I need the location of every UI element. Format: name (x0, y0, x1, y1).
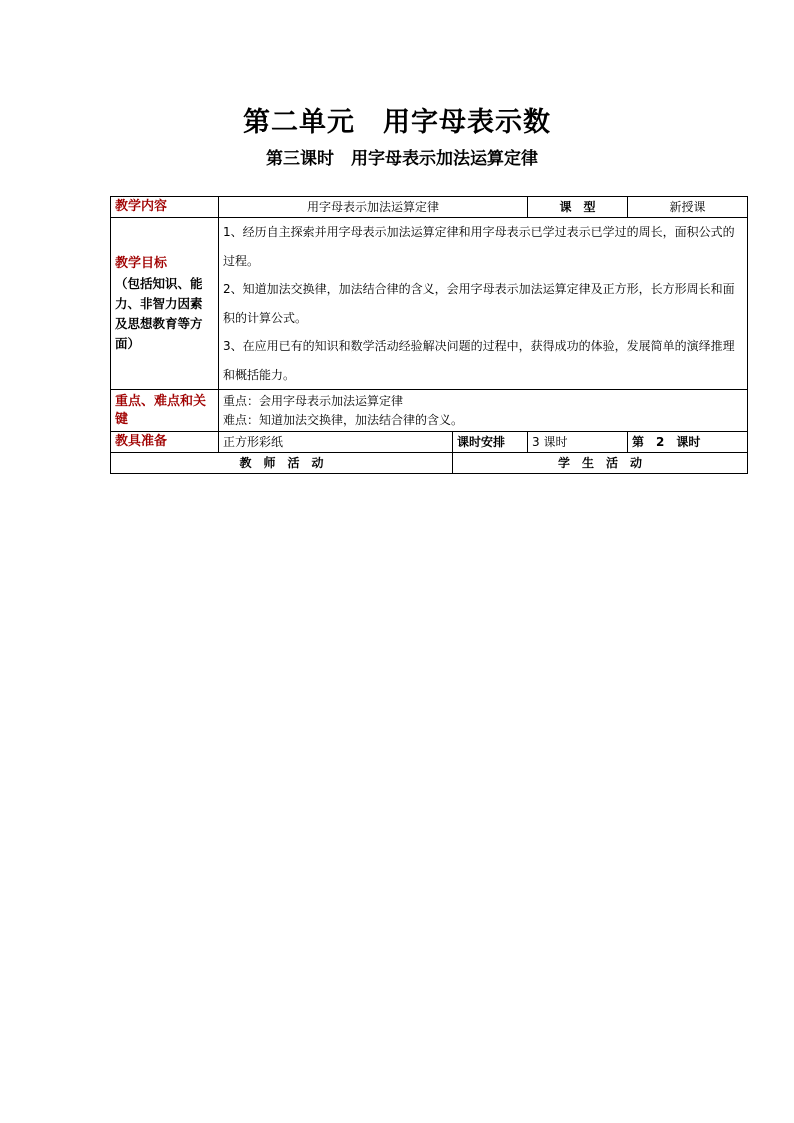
content-row (111, 197, 748, 218)
teacher-activity-header (111, 453, 453, 474)
objectives-label: 教学目标 (115, 255, 168, 271)
key-points-label: 重点、难点和关键 (111, 390, 219, 432)
materials-row (111, 432, 748, 453)
type-label: 课 型 (528, 197, 628, 218)
content-value: 用字母表示加法运算定律 (219, 197, 528, 218)
teacher-activity-label: 教 师 活 动 (239, 456, 324, 470)
difficulty-text: 难点：知道加法交换律，加法结合律的含义。 (223, 412, 464, 427)
schedule-value: 3 课时 (528, 432, 628, 453)
key-points-content (219, 390, 748, 432)
activities-header-row (111, 453, 748, 474)
materials-label: 教具准备 (111, 432, 219, 453)
objective-item: 2、知道加法交换律，加法结合律的含义，会用字母表示加法运算定律及正方形，长方形周长和面积的计算公式。 (223, 282, 735, 325)
student-activity-label: 学 生 活 动 (558, 456, 643, 470)
schedule-label: 课时安排 (453, 432, 528, 453)
lesson-number: 第 2 课时 (628, 432, 748, 453)
document-title: 第二单元 用字母表示数 (243, 107, 551, 138)
objectives-content (219, 218, 748, 390)
focus-text: 重点：会用字母表示加法运算定律 (223, 393, 404, 408)
objectives-label-cell (111, 218, 219, 390)
document-subtitle: 第三课时 用字母表示加法运算定律 (266, 149, 538, 169)
student-activity-header (453, 453, 748, 474)
lesson-plan-table (110, 196, 748, 474)
objectives-row (111, 218, 748, 390)
objective-item: 3、在应用已有的知识和数学活动经验解决问题的过程中，获得成功的体验，发展简单的演绎推理和概括能力。 (223, 339, 735, 382)
type-value: 新授课 (628, 197, 748, 218)
materials-value: 正方形彩纸 (219, 432, 453, 453)
key-points-row (111, 390, 748, 432)
objective-item: 1、经历自主探索并用字母表示加法运算定律和用字母表示已学过表示已学过的周长，面积公式的过程。 (223, 225, 735, 268)
content-label: 教学内容 (111, 197, 219, 218)
objectives-sublabel: （包括知识、能力、非智力因素及思想教育等方面） (115, 275, 203, 351)
